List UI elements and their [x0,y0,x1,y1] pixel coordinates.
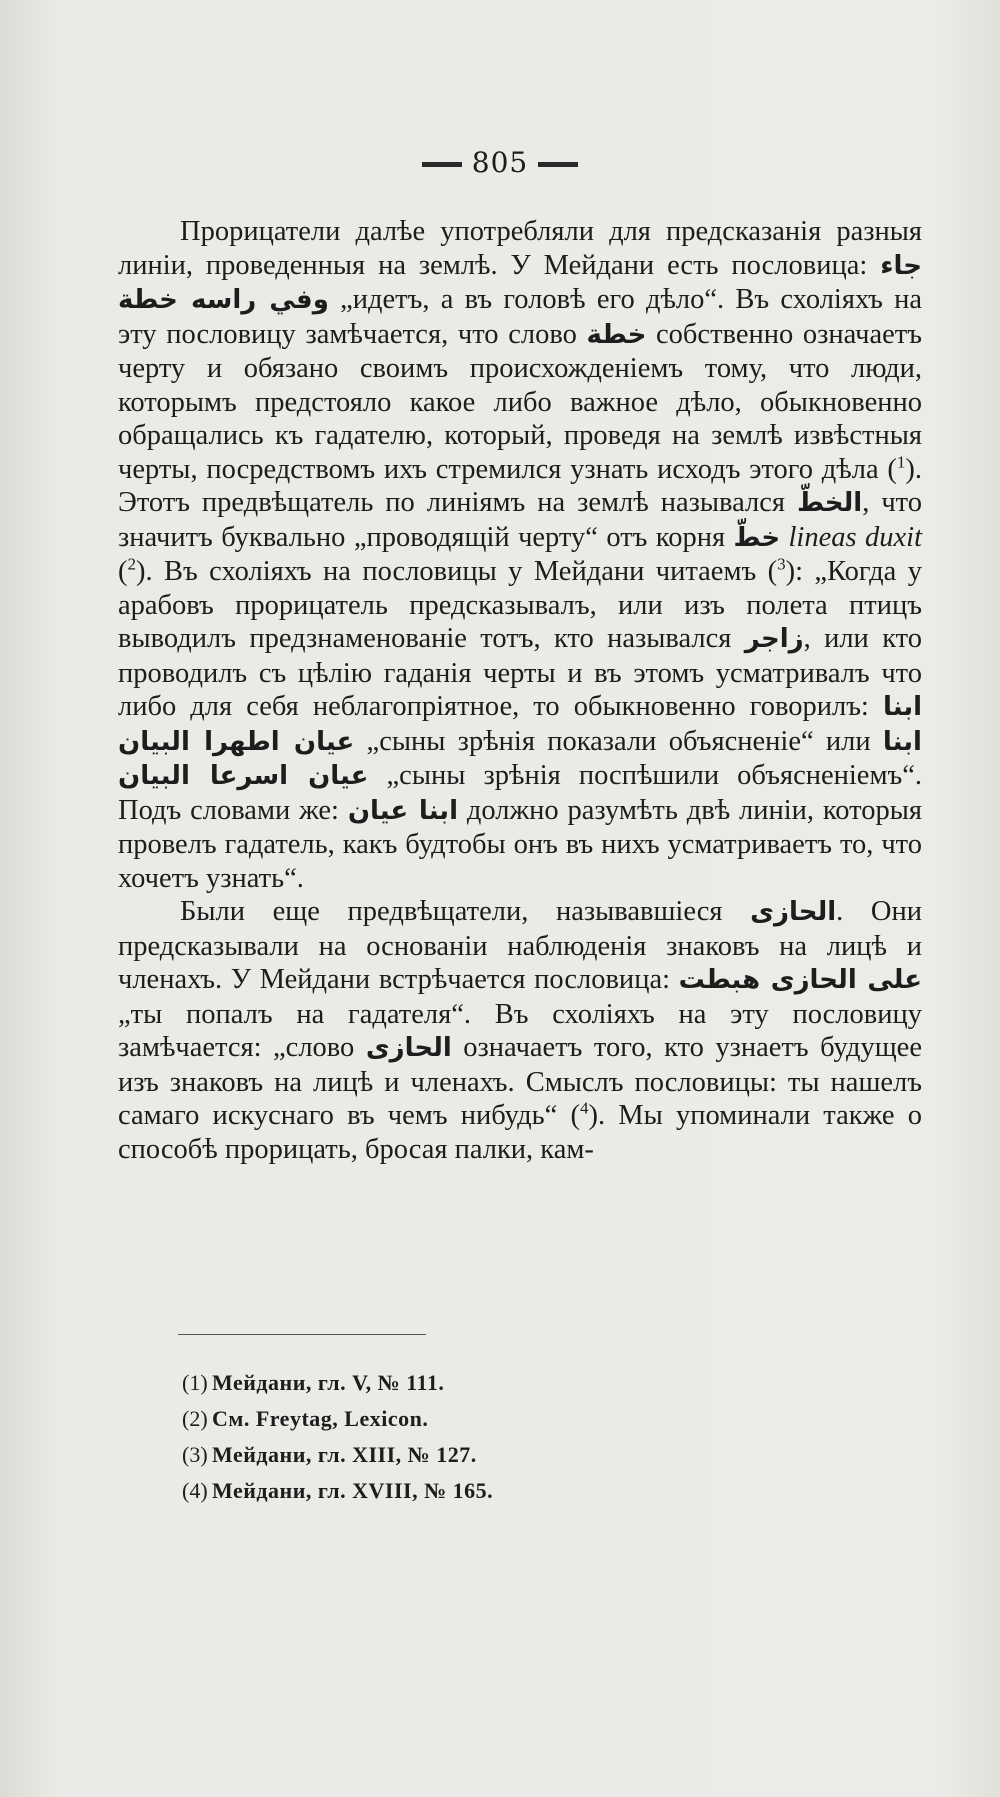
page-number: 805 [471,146,529,179]
arabic-phrase: خطّ [733,522,781,553]
paragraph [118,895,922,1166]
text-run: „идетъ, а въ головѣ его дѣло“. Въ схоліяхъ на эту пословицу замѣчается, что слово [118,284,922,350]
header-dash-right [538,162,578,167]
arabic-phrase: الحازى [365,1033,452,1063]
footnote-divider [178,1334,426,1335]
text-run: , что значитъ буквально „проводящій черту“ отъ корня [118,487,922,553]
footnote-ref: 4 [579,1098,589,1118]
text-run: ): „Когда у арабовъ прорицатель предсказывалъ, или изъ полета птицъ выводилъ предзнаменованіе тотъ, кто назывался [118,556,922,654]
text-run: ). Мы упоминали также о способѣ прорицать, бросая палки, кам- [118,1100,922,1165]
footnote-number: (1) [182,1370,208,1395]
footnote-number: (3) [182,1442,208,1467]
main-text [118,215,922,1166]
footnote-text: Мейдани, гл. XVIII, № 165. [212,1478,494,1503]
arabic-phrase: جاء وفي راسه خطة [118,250,922,315]
footnote-number: (2) [182,1406,208,1431]
text-run: „сыны зрѣнія поспѣшили объясненіемъ“. Подъ словами же: [118,760,922,826]
arabic-phrase: الخطّ [796,488,863,518]
text-run: собственно означаетъ черту и обязано своимъ происхожденіемъ тому, что люди, которымъ предстояло какое либо важное дѣло, обыкновенно обращались къ гадателю, который, проведя на землѣ извѣстныя черты, посредствомъ ихъ стремился узнать исходъ этого дѣла ( [118,318,922,485]
page-header [0,146,1000,179]
text-run: Прорицатели далѣе употребляли для предсказанія разныя линіи, проведенныя на землѣ. У Мейдани есть пословица: [118,216,922,281]
footnote [182,1473,882,1509]
footnote-number: (4) [182,1478,208,1503]
text-run [780,522,788,553]
footnote [182,1437,882,1473]
text-run: . Они предсказывали на основаніи наблюденія знаковъ на лицѣ и членахъ. У Мейдани встрѣчается пословица: [118,896,922,995]
footnote-ref: 2 [127,554,136,574]
footnote [182,1365,882,1401]
footnote-ref: 3 [777,554,786,574]
arabic-phrase: زاجر [744,624,804,654]
text-run: ( [118,556,128,587]
footnote [182,1401,882,1437]
arabic-phrase: الحازى [750,897,837,927]
text-run: должно разумѣть двѣ линіи, которыя провелъ гадатель, какъ будтобы онъ въ нихъ усматриваетъ то, что хочетъ узнать“. [118,794,923,894]
arabic-phrase: ابنا عيان اطهرا البيان [118,692,922,757]
footnotes [182,1365,882,1509]
footnote-text: Мейдани, гл. V, № 111. [212,1370,445,1395]
text-run: , или кто проводилъ съ цѣлію гаданія черты и въ этомъ усматривалъ что либо для себя неблагопріятное, то обыкновенно говорилъ: [118,623,922,722]
footnote-ref: 1 [896,452,906,471]
text-run: ). Въ схоліяхъ на пословицы у Мейдани читаемъ ( [136,556,778,587]
text-run: „ты попалъ на гадателя“. Въ схоліяхъ на эту пословицу замѣчается: „слово [118,998,922,1063]
footnote-text: См. Freytag, Lexicon. [212,1406,429,1431]
footnote-text: Мейдани, гл. XIII, № 127. [212,1442,477,1467]
arabic-phrase: ابنا عيان [347,795,458,826]
text-run: „сыны зрѣнія показали объясненіе“ или [354,725,883,757]
header-dash-left [422,162,462,167]
text-run: ). Этотъ предвѣщатель по линіямъ на землѣ назывался [118,453,922,518]
text-run: Были еще предвѣщатели, называвшіеся [180,896,751,927]
latin-phrase: lineas duxit [788,521,922,553]
arabic-phrase: على الحازى هبطت [678,965,922,995]
paragraph [118,215,922,895]
arabic-phrase: خطة [586,319,647,350]
text-run: означаетъ того, кто узнаетъ будущее изъ знаковъ на лицѣ и членахъ. Смыслъ пословицы: ты нашелъ самаго искуснаго въ чемъ нибудь“ ( [118,1032,922,1131]
arabic-phrase: ابنا عيان اسرعا البيان [118,726,922,791]
